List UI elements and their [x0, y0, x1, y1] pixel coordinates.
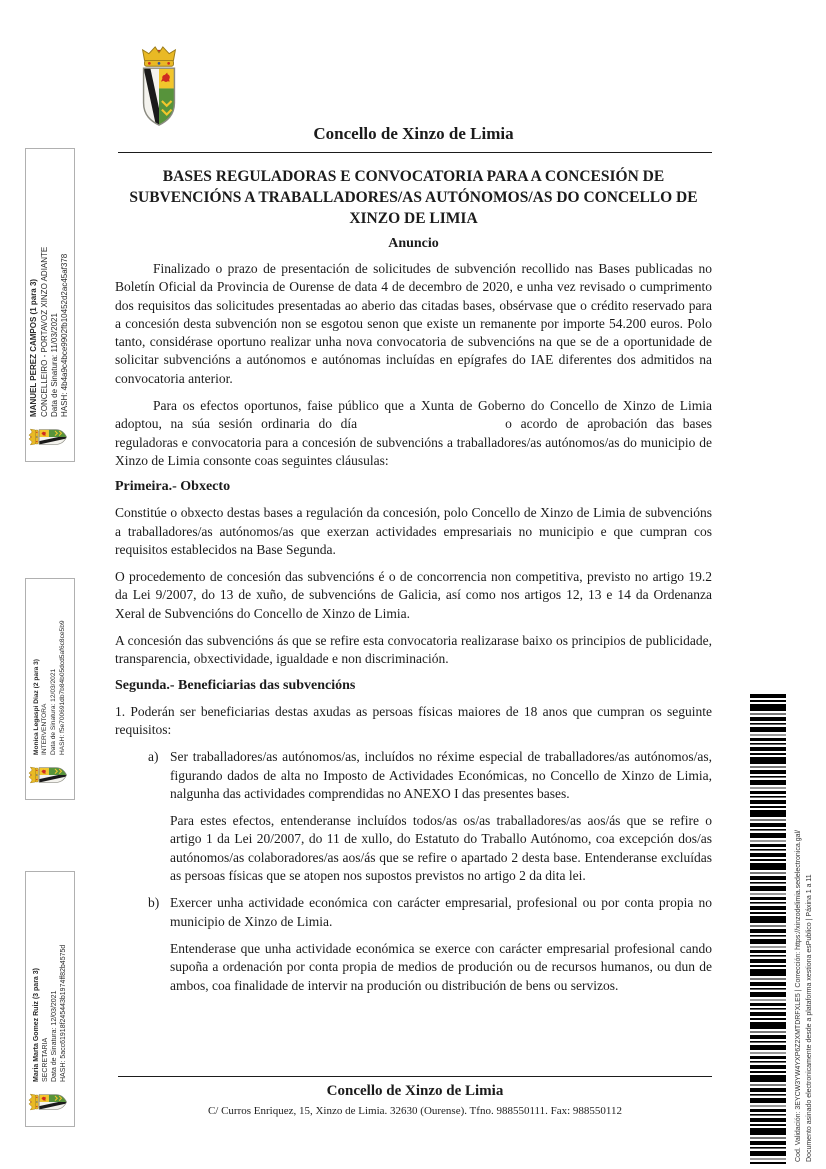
signature-date: Data de Sinatura: 12/03/2021 [51, 990, 58, 1082]
list-marker-b: b) [148, 895, 160, 911]
signature-date: Data de Sinatura: 11/03/2021 [50, 313, 59, 417]
list-item-b [115, 894, 712, 931]
paragraph-obxecto: Constitúe o obxecto destas bases a regulación da concesión, polo Concello de Xinzo de Limia de subvencións a traballadores/as autónomos/as que exerzan actividades empresariais no municipio e que cumpran cos requisitos establecidos na Base Segunda. [115, 505, 712, 557]
section-title-segunda: Segunda.- Beneficiarias das subvencións [115, 677, 356, 693]
coat-of-arms-icon [28, 761, 73, 789]
validation-platform-line: Documento asinado electronicamente desde a plataforma xestiona esPublico | Páxina 1 a 11 [806, 874, 813, 1162]
footer [118, 1076, 712, 1117]
section-title-primeira: Primeira.- Obxecto [115, 479, 231, 495]
document-heading: BASES REGULADORAS E CONVOCATORIA PARA A CONCESIÓN DE SUBVENCIÓNS A TRABALLADORES/AS AUTÓNOMOS/AS DO CONCELLO DE XINZO DE LIMIA [129, 168, 698, 227]
signer-role: SECRETARIA [41, 1037, 49, 1082]
barcode [750, 694, 786, 1164]
page-title: Concello de Xinzo de Limia [313, 124, 514, 143]
paragraph-acordo-before: Para os efectos oportunos, faise público que a Xunta de Goberno do Concello de Xinzo de Limia adoptou, na súa sesión ordinaria do día [115, 398, 712, 432]
validation-code-line: Cod. Validación: 3EYCW3YW4YXP6Z2XMTDRFXLE5 | Corrección: https://xinzodelimia.sedelectronica.gal/ [795, 830, 802, 1162]
signature-hash: HASH: 5acc61918f245443b1974ff82b4575d [60, 944, 68, 1082]
paragraph-principios: A concesión das subvencións ás que se refire esta convocatoria realizarase baixo os principios de publicidade, transparencia, obxectividade, igualdade e non discriminación. [115, 633, 712, 667]
list-item-a [115, 748, 712, 803]
paragraph-acordo [115, 397, 712, 470]
list-text-a: Ser traballadores/as autónomos/as, incluídos no réxime especial de traballadores/as autónomos/as, figurando dados de alta no Imposto de Actividades Económicas, no Concello de Xinzo de Limia, nalgunha das actividades comprendidas no ANEXO I das presentes bases. [170, 749, 712, 801]
paragraph-procedemento: O procedemento de concesión das subvencións é o de concorrencia non competitiva, previsto no artigo 19.2 da Lei 9/2007, do 13 de xuño, de subvencións de Galicia, así como nos artigos 12, 13 e 14 da Ordenanza Xeral de Subvencións do Concello de Xinzo de Limia. [115, 569, 712, 621]
signer-role: CONCELLEIRO - PORTAVOZ XINZO ADIANTE [39, 246, 49, 417]
document-body [115, 166, 712, 1004]
announce-label: Anuncio [388, 236, 439, 251]
header-divider [118, 152, 712, 153]
signature-hash: HASH: 4b4a9c4bce9902fb10452d2ac45af378 [60, 253, 70, 417]
footer-title: Concello de Xinzo de Limia [326, 1083, 504, 1099]
signer-name: Monica Legaspi Diaz (2 para 3) [32, 658, 40, 755]
paragraph-intro: Finalizado o prazo de presentación de solicitudes de subvención recollido nas Bases publicadas no Boletín Oficial da Provincia de Ourense de data 4 de decembro de 2020, e unha vez revisado o cumprimento dos requisitos das solicitudes presentadas ao aberio das citadas bases, obsérvase que o crédito reservado para a concesión desta subvención non se esgotou senon que existe un remanente por importe 54.200 euros. Polo tanto, considérase oportuno realizar unha nova convocatoria de subvencións na que se de a oportunidade de solicitar subvencións a autónomos e autónomas incluídas en epígrafes do IAE diferentes dos admitidos na convocatoria anterior. [115, 261, 712, 386]
list-extra-a: Para estes efectos, entenderanse incluídos todos/as os/as traballadores/as aos/ás que se refire o artigo 1 da Lei 20/2007, do 11 de xullo, do Estatuto do Traballo Autónomo, coa excepción dos/as autónomos/as colaboradores/as aos/ás que se refire o apartado 2 desta base. Entenderanse excluídas as persoas físicas que se atopen nos supostos previstos no artigo 2 da dita lei. [170, 813, 712, 884]
signature-date: Data de Sinatura: 12/03/2021 [50, 668, 57, 755]
paragraph-beneficiarias: 1. Poderán ser beneficiarias destas axudas as persoas físicas maiores de 18 anos que cumpran os seguinte requisitos: [115, 703, 712, 737]
coat-of-arms-icon [130, 45, 188, 133]
list-text-b: Exercer unha actividade económica con carácter empresarial, profesional ou por conta propia no municipio de Xinzo de Limia. [170, 895, 712, 929]
signature-stamp-1 [25, 148, 75, 462]
coat-of-arms-icon [28, 1088, 73, 1116]
signer-name: MANUEL PEREZ CAMPOS (1 para 3) [29, 278, 39, 417]
coat-of-arms-icon [28, 423, 73, 451]
list-extra-b: Entenderase que unha actividade económica se exerce con carácter empresarial profesional cando supoña a ordenación por conta propia de medios de produción ou de recursos humanos, ou dun de ambos, coa finalidade de intervir na produción ou distribución de bens ou servizos. [170, 940, 712, 993]
validation-sidebar [788, 692, 822, 1164]
signer-role: INTERVENTORA [41, 703, 49, 755]
paragraph-acordo-after: o acordo de aprobación das bases reguladoras e convocatoria para a concesión de subvencións a traballadores/as autónomos/as do municipio de Xinzo de Limia consonte coas seguintes cláusulas: [115, 416, 713, 468]
signer-name: Maria Marta Gomez Ruiz (3 para 3) [32, 968, 40, 1082]
signature-stamp-2 [25, 578, 75, 800]
signature-stamp-3 [25, 871, 75, 1127]
signature-hash: HASH: f5e700691db7b84b05dcd5af6c8ce5b9 [58, 620, 66, 755]
list-marker-a: a) [148, 749, 159, 765]
footer-address: C/ Curros Enriquez, 15, Xinzo de Limia. 32630 (Ourense). Tfno. 988550111. Fax: 988550112 [207, 1105, 623, 1117]
